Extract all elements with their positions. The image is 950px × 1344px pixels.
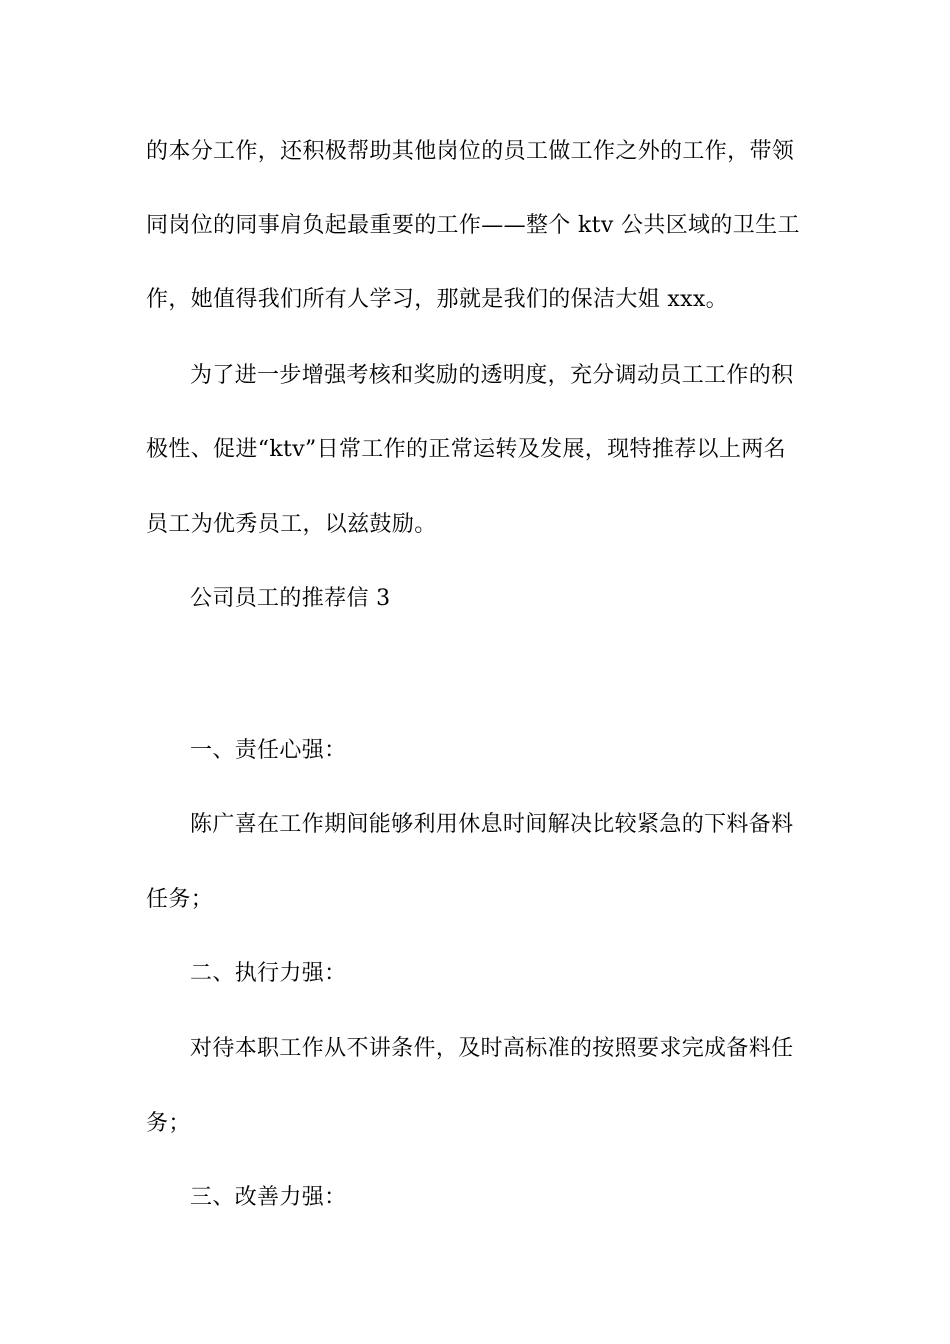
paragraph-line: 同岗位的同事肩负起最重要的工作——整个 ktv 公共区域的卫生工 [146, 213, 800, 238]
section-title: 公司员工的推荐信 3 [190, 586, 391, 611]
paragraph-line: 务； [146, 1111, 191, 1136]
section-heading: 二、执行力强： [190, 961, 347, 986]
section-heading: 一、责任心强： [190, 738, 347, 763]
paragraph-line: 陈广喜在工作期间能够利用休息时间解决比较紧急的下料备料 [190, 812, 794, 837]
section-heading: 三、改善力强： [190, 1185, 347, 1210]
paragraph-line: 任务； [146, 887, 214, 912]
paragraph-line: 的本分工作，还积极帮助其他岗位的员工做工作之外的工作，带领 [146, 139, 795, 164]
paragraph-line: 极性、促进“ktv”日常工作的正常运转及发展，现特推荐以上两名 [146, 437, 786, 462]
paragraph-line: 对待本职工作从不讲条件，及时高标准的按照要求完成备料任 [190, 1036, 794, 1061]
paragraph-line: 作，她值得我们所有人学习，那就是我们的保洁大姐 xxx。 [146, 287, 729, 312]
paragraph-line: 为了进一步增强考核和奖励的透明度，充分调动员工工作的积 [190, 363, 794, 388]
paragraph-line: 员工为优秀员工，以兹鼓励。 [146, 512, 437, 537]
